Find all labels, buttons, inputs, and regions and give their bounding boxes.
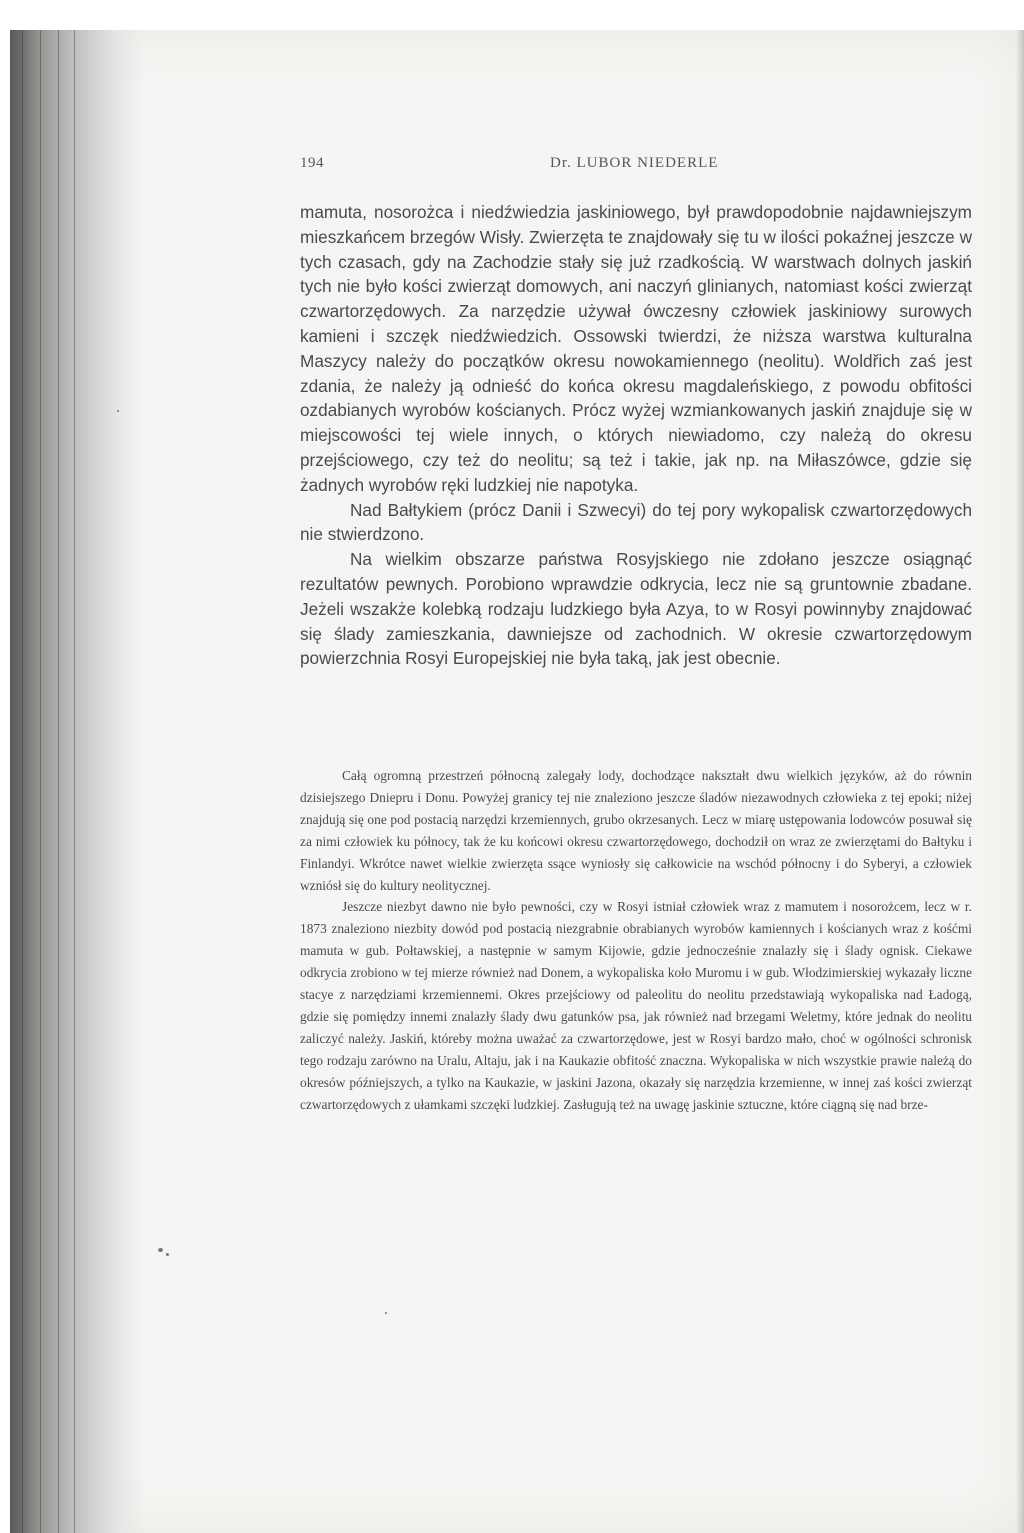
running-head: Dr. LUBOR NIEDERLE bbox=[550, 155, 719, 171]
main-text bbox=[300, 200, 972, 671]
dust-speck bbox=[117, 410, 119, 412]
binding-edge-line bbox=[74, 30, 75, 1533]
footnote-paragraph: Jeszcze niezbyt dawno nie było pewności, czy w Rosyi istniał człowiek wraz z mamutem i nosorożcem, lecz w r. 1873 znaleziono niezbity dowód pod postacią niezgrabnie obrabianych wyrobów kamiennych i kościanych wraz z kośćmi mamuta w gub. Połtawskiej, a następnie w samym Kijowie, gdzie jednocześnie znalazły się i ślady ognisk. Ciekawe odkrycia zrobiono w tej mierze również nad Donem, a wykopaliska koło Muromu i w gub. Włodzimierskiej wykazały liczne stacye z narzędziami krzemiennemi. Okres przejściowy od paleolitu do neolitu przedstawiają wykopaliska nad Ładogą, gdzie się pomiędzy innemi znalazły ślady dwu gatunków psa, jak również nad brzegami Weletmy, które jednak do neolitu zaliczyć należy. Jaskiń, któreby można uważać za czwartorzędowe, jest w Rosyi bardzo mało, choć w ogólności schronisk tego rodzaju zarówno na Uralu, Altaju, jak i na Kaukazie obfitość znaczna. Wykopaliska w nich wszystkie prawie należą do okresów późniejszych, a tylko na Kaukazie, w jaskini Jazona, okazały się narzędzia krzemienne, w innej zaś kości zwierząt czwartorzędowych z ułamkami szczęki ludzkiej. Zasługują też na uwagę jaskinie sztuczne, które ciągną się nad brze- bbox=[300, 899, 972, 1112]
dust-speck bbox=[166, 1253, 169, 1256]
body-paragraph: mamuta, nosorożca i niedźwiedzia jaskiniowego, był prawdopodobnie najdawniejszym mieszkańcem brzegów Wisły. Zwierzęta te znajdowały się tu w ilości pokaźnej jeszcze w tych czasach, gdy na Zachodzie stały się już rzadkością. W warstwach dolnych jaskiń tych nie było kości zwierząt domowych, ani naczyń glinianych, natomiast kości zwierząt czwartorzędowych. Za narzędzie używał ówczesny człowiek jaskiniowy surowych kamieni i szczęk niedźwiedzich. Ossowski twierdzi, że niższa warstwa kulturalna Maszycy należy do początków okresu nowokamiennego (neolitu). Woldřich zaś jest zdania, że należy ją odnieść do końca okresu magdaleńskiego, z powodu obfitości ozdabianych wyrobów kościanych. Prócz wyżej wzmiankowanych jaskiń znajduje się w miejscowości tej wiele innych, o których niewiadomo, czy należą do okresu przejściowego, czy też do neolitu; są też i takie, jak np. na Miłaszówce, gdzie się żadnych wyrobów ręki ludzkiej nie napotyka. bbox=[300, 202, 972, 495]
page-number: 194 bbox=[300, 155, 324, 171]
body-paragraph: Nad Bałtykiem (prócz Danii i Szwecyi) do tej pory wykopalisk czwartorzędowych nie stwierdzono. bbox=[300, 499, 972, 545]
page-header bbox=[300, 155, 972, 179]
page-right-edge bbox=[1016, 30, 1024, 1533]
footnote-paragraph: Całą ogromną przestrzeń północną zalegały lody, dochodzące nakształt dwu wielkich języków, aż do równin dzisiejszego Dniepru i Donu. Powyżej granicy tej nie znaleziono jeszcze śladów niezawodnych człowieka z tej epoki; niżej znajdują się one pod postacią narzędzi krzemiennych, grubo okrzesanych. Lecz w miarę ustępowania lodowców posuwał się za nimi człowiek ku północy, tak że ku końcowi okresu czwartorzędowego, dochodził on wraz ze zwierzętami do Bałtyku i Finlandyi. Wkrótce nawet wielkie zwierzęta ssące wyniosły się całkowicie na wschód północny i do Syberyi, a człowiek wzniósł się do kultury neolitycznej. bbox=[300, 768, 972, 893]
book-binding-shadow bbox=[10, 30, 145, 1533]
binding-edge-line bbox=[40, 30, 41, 1533]
footnote-text bbox=[300, 765, 972, 1116]
binding-edge-line bbox=[58, 30, 59, 1533]
binding-edge-line bbox=[22, 30, 23, 1533]
body-paragraph: Na wielkim obszarze państwa Rosyjskiego nie zdołano jeszcze osiągnąć rezultatów pewnych. Porobiono wprawdzie odkrycia, lecz nie są gruntownie zbadane. Jeżeli wszakże kolebką rodzaju ludzkiego była Azya, to w Rosyi powinnyby znajdować się ślady zamieszkania, dawniejsze od zachodnich. W okresie czwartorzędowym powierzchnia Rosyi Europejskiej nie była taką, jak jest obecnie. bbox=[300, 549, 972, 669]
dust-speck bbox=[158, 1248, 163, 1252]
dust-speck bbox=[385, 1312, 387, 1314]
